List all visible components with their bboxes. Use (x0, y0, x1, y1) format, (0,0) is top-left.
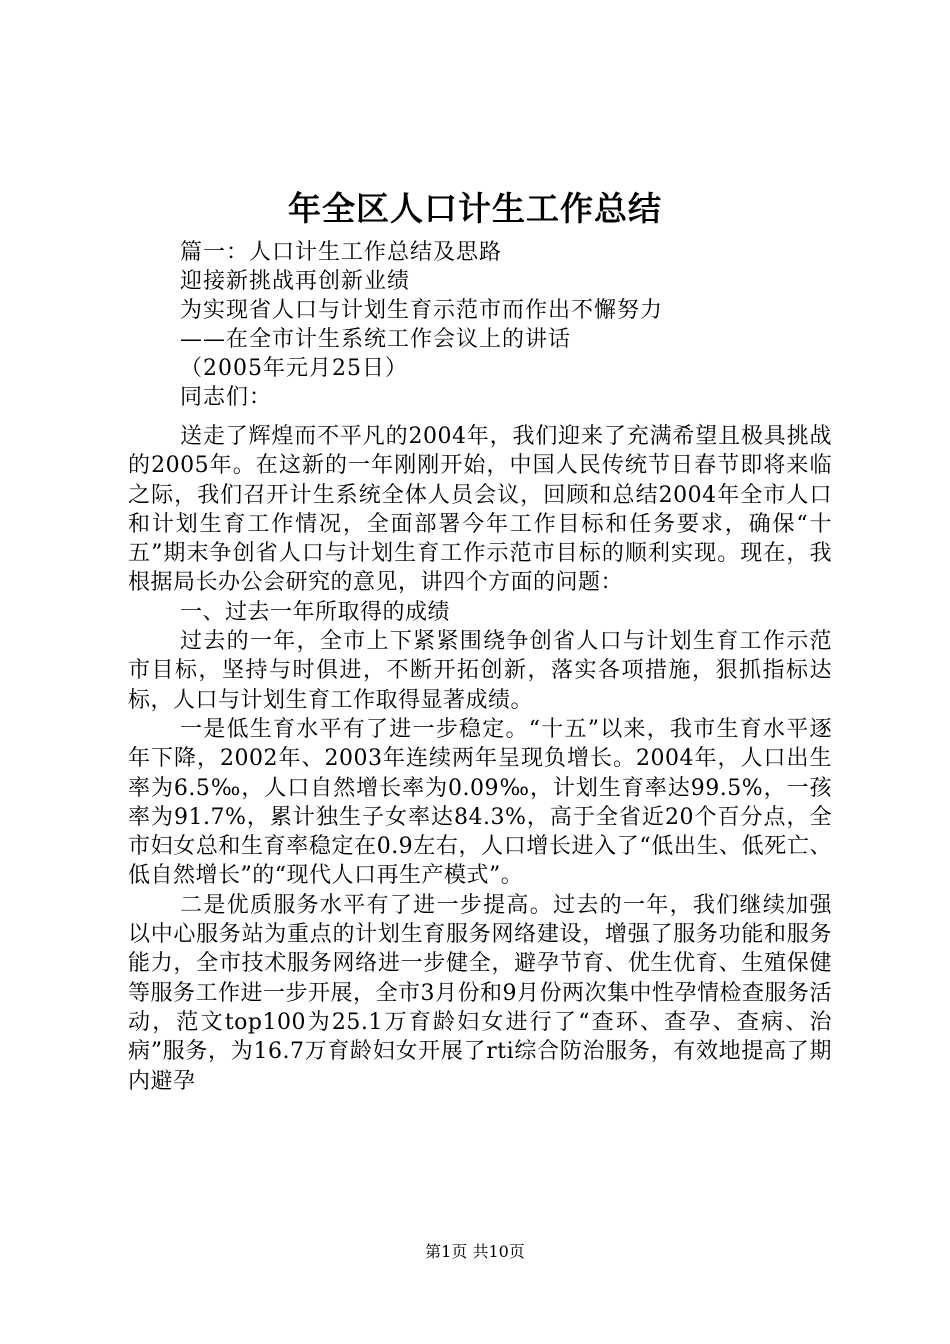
speech-occasion: ——在全市计生系统工作会议上的讲话 (180, 327, 572, 352)
chapter-heading: 篇一：人口计生工作总结及思路 (180, 240, 503, 265)
document-body (128, 422, 832, 1096)
paragraph-intro: 送走了辉煌而不平凡的2004年，我们迎来了充满希望且极具挑战的2005年。在这新的一年刚刚开始，中国人民传统节日春节即将来临之际，我们召开计生系统全体人员会议，回顾和总结2004年全市人口和计划生育工作情况，全面部署今年工作目标和任务要求，确保“十五”期末争创省人口与计划生育工作示范市目标的顺利实现。现在，我根据局长办公会研究的意见，讲四个方面的问题： (128, 424, 832, 596)
speech-header (180, 238, 880, 412)
speech-date: （2005年元月25日） (180, 356, 408, 381)
paragraph-overview: 过去的一年，全市上下紧紧围绕争创省人口与计划生育工作示范市目标，坚持与时俱进，不断开拓创新，落实各项措施，狠抓指标达标，人口与计划生育工作取得显著成绩。 (128, 629, 832, 713)
paragraph-point-one: 一是低生育水平有了进一步稳定。“十五”以来，我市生育水平逐年下降，2002年、2003年连续两年呈现负增长。2004年，人口出生率为6.5‰，人口自然增长率为0.09‰，计划生育率达99.5%，一孩率为91.7%，累计独生子女率达84.3%，高于全省近20个百分点，全市妇女总和生育率稳定在0.9左右，人口增长进入了“低出生、低死亡、低自然增长”的“现代人口再生产模式”。 (128, 716, 832, 889)
salutation: 同志们： (180, 385, 273, 410)
section-heading: 一、过去一年所取得的成绩 (180, 599, 451, 625)
document-title: 年全区人口计生工作总结 (288, 189, 662, 228)
page-footer: 第1页 共10页 (425, 1242, 525, 1261)
speech-subtitle: 为实现省人口与计划生育示范市而作出不懈努力 (180, 298, 664, 323)
speech-title: 迎接新挑战再创新业绩 (180, 269, 411, 294)
paragraph-point-two: 二是优质服务水平有了进一步提高。过去的一年，我们继续加强以中心服务站为重点的计划生育服务网络建设，增强了服务功能和服务能力，全市技术服务网络进一步健全，避孕节育、优生优育、生殖保健等服务工作进一步开展，全市3月份和9月份两次集中性孕情检查服务活动，范文top100为25.1万育龄妇女进行了“查环、查孕、查病、治病”服务，为16.7万育龄妇女开展了rti综合防治服务，有效地提高了期内避孕 (128, 892, 832, 1094)
